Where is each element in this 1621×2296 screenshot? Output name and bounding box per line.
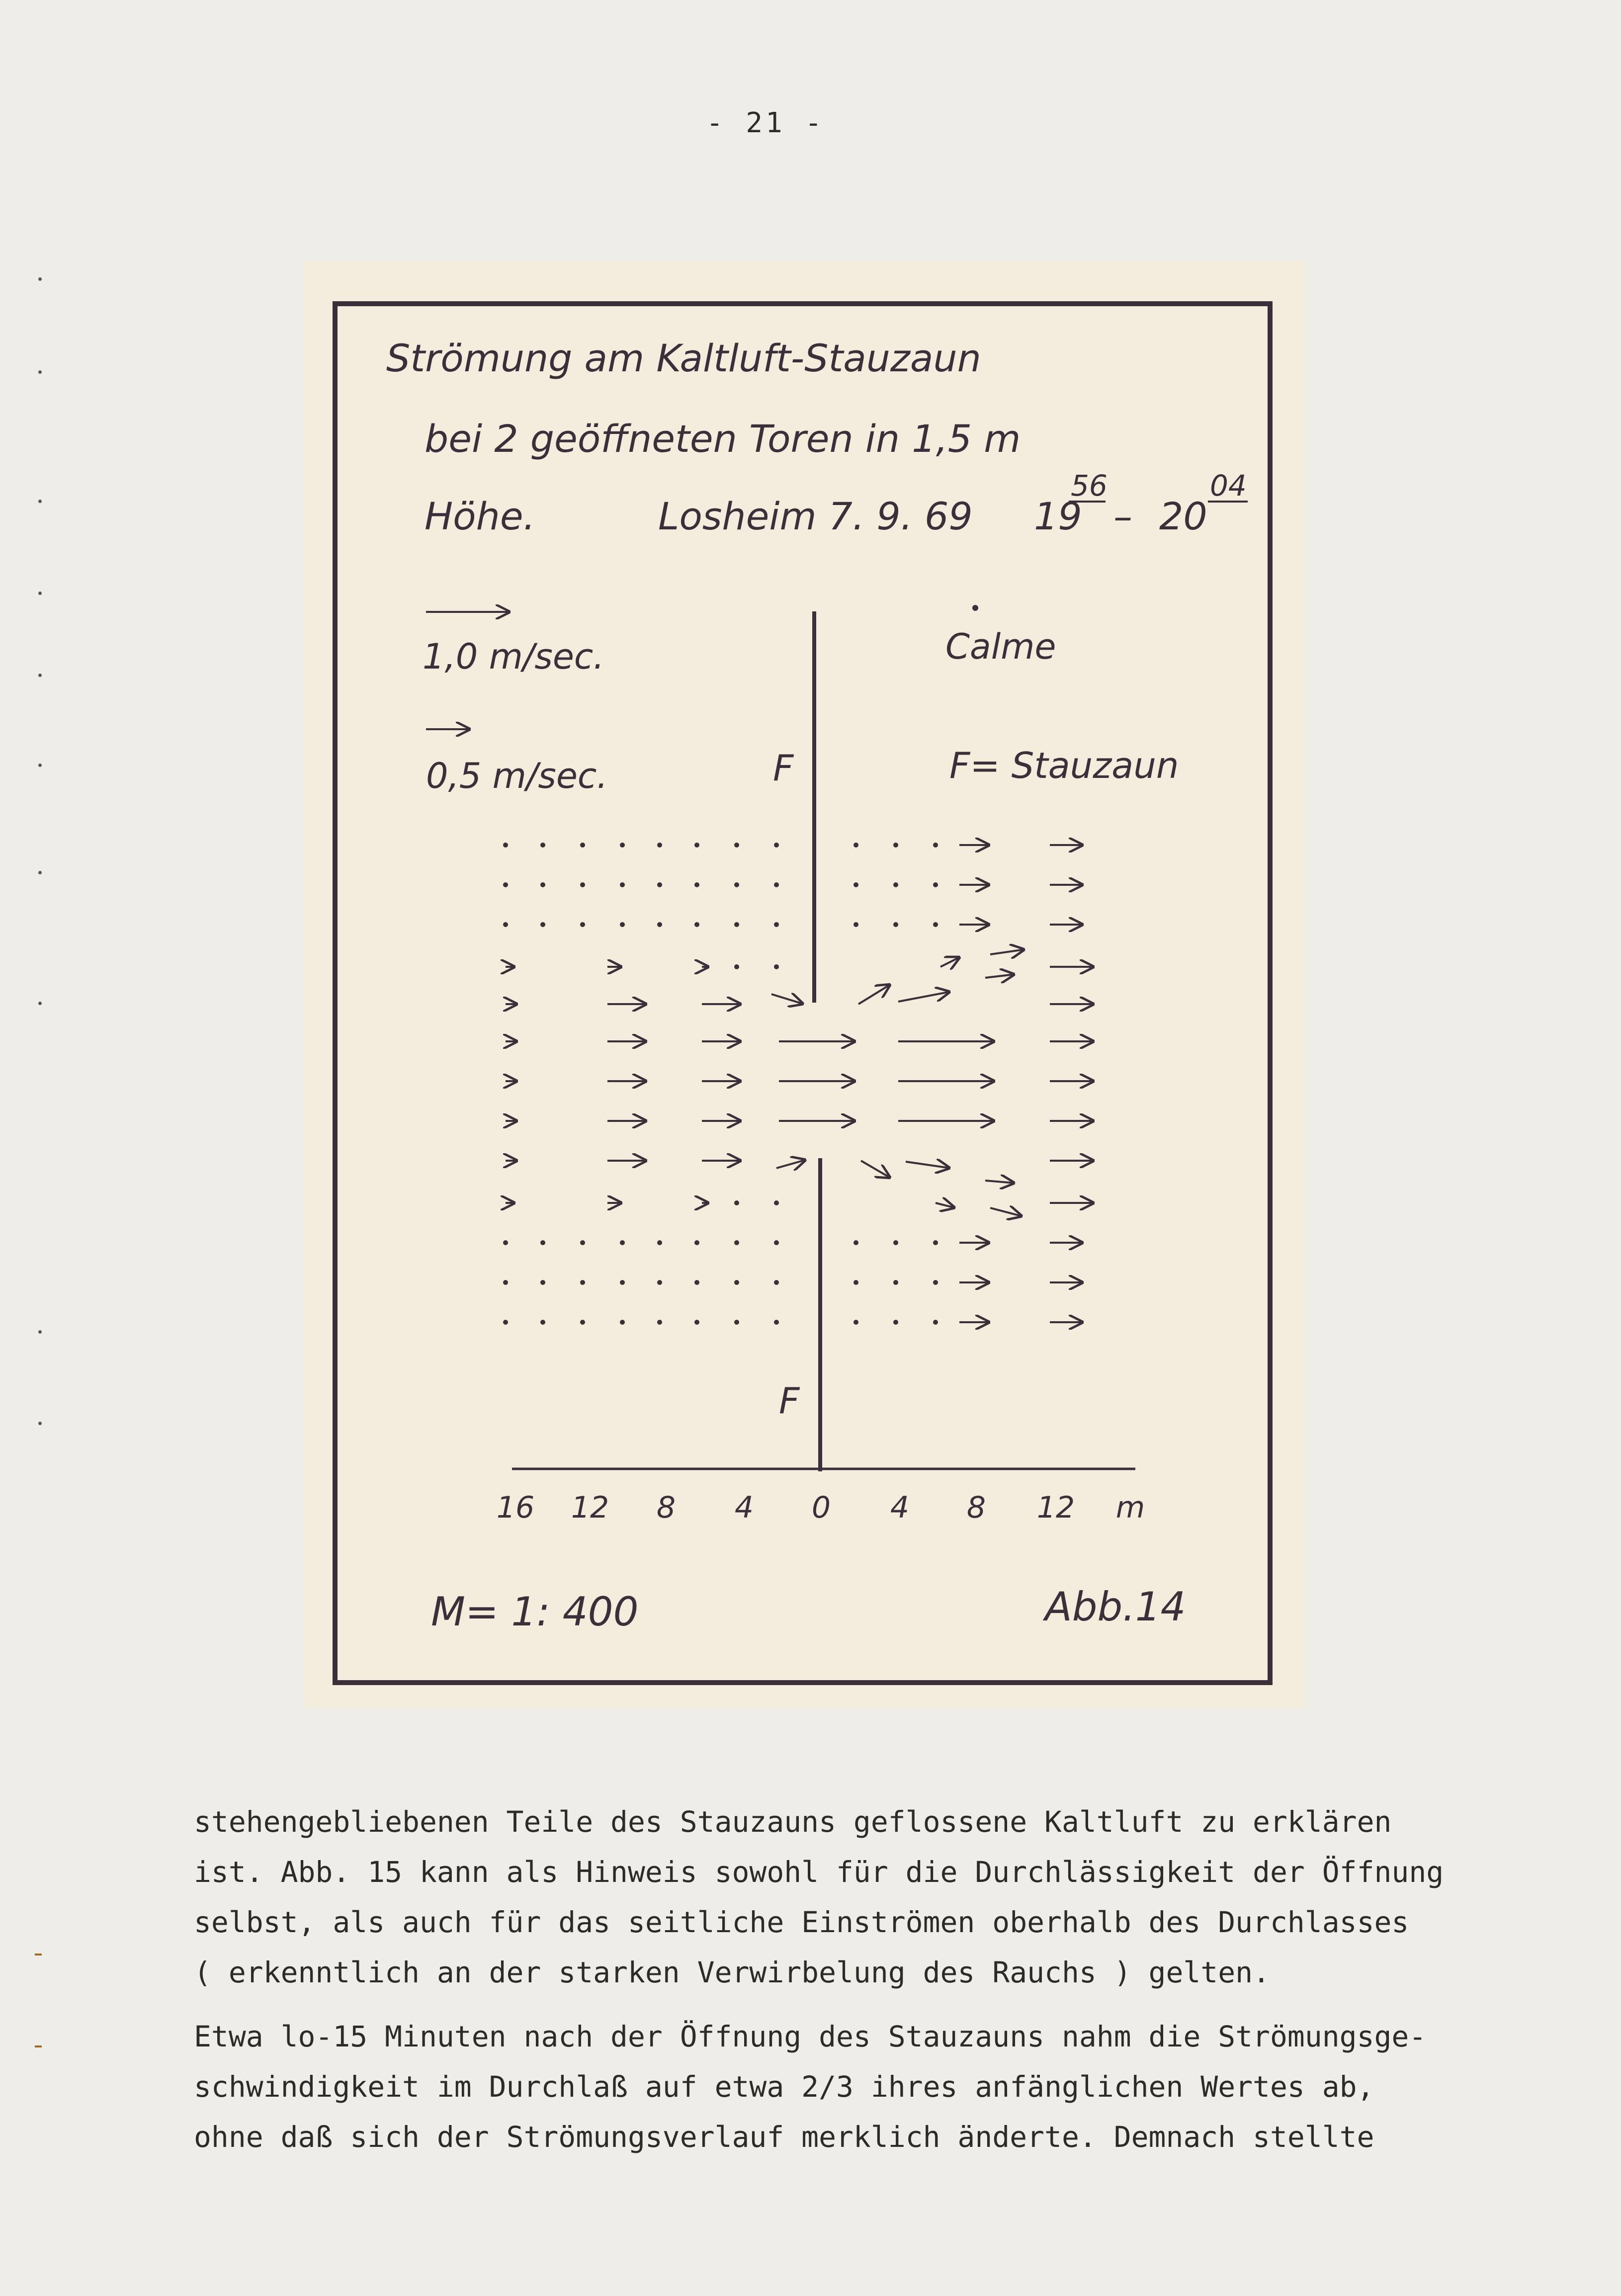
- calm-dot: [774, 1280, 779, 1285]
- calm-dot: [694, 1320, 699, 1325]
- calm-dot: [774, 1320, 779, 1325]
- calm-dot: [734, 843, 739, 848]
- calm-dot: [540, 882, 545, 887]
- calm-dot: [774, 922, 779, 927]
- wind-arrow: [776, 1160, 806, 1168]
- calm-dot: [893, 1320, 898, 1325]
- calm-dot: [734, 1280, 739, 1285]
- calm-dot: [933, 1240, 938, 1245]
- axis-tick-label: 12: [1036, 1490, 1075, 1525]
- calm-dot: [694, 1240, 699, 1245]
- calm-dot: [580, 843, 585, 848]
- calm-dot: [657, 922, 662, 927]
- calm-dot: [694, 843, 699, 848]
- figure-time-end-sup: 04: [1210, 469, 1247, 503]
- calm-dot: [774, 964, 779, 969]
- calm-dot: [540, 1320, 545, 1325]
- calm-dot: [503, 1240, 508, 1245]
- margin-mark: [38, 370, 42, 374]
- calm-dot: [620, 1320, 625, 1325]
- margin-mark: [38, 764, 42, 767]
- legend-fast-label: 1,0 m/sec.: [423, 636, 604, 677]
- wind-arrow: [940, 957, 960, 967]
- wind-arrow: [990, 1208, 1023, 1216]
- axis-tick-label: 4: [734, 1490, 754, 1525]
- calm-dot: [734, 882, 739, 887]
- calm-dot: [657, 1280, 662, 1285]
- margin-mark: [35, 2045, 42, 2047]
- margin-mark: [38, 871, 42, 874]
- calm-dot: [503, 1320, 508, 1325]
- calm-dot: [853, 1240, 858, 1245]
- calm-dot: [853, 922, 858, 927]
- calm-dot: [734, 922, 739, 927]
- wind-arrow: [771, 994, 804, 1004]
- legend-slow-label: 0,5 m/sec.: [426, 756, 608, 796]
- margin-mark: [38, 500, 42, 503]
- wind-arrow: [906, 1162, 950, 1168]
- margin-mark: [35, 1954, 42, 1956]
- margin-mark: [38, 592, 42, 595]
- calm-dot: [933, 843, 938, 848]
- calm-dot: [853, 882, 858, 887]
- figure-time-start-sup: 56: [1071, 469, 1108, 503]
- calm-dot: [540, 843, 545, 848]
- margin-mark: [38, 1422, 42, 1425]
- scale-label: M= 1: 400: [431, 1589, 639, 1635]
- body-line: ist. Abb. 15 kann als Hinweis sowohl für die Durchlässigkeit der Öffnung: [194, 1855, 1444, 1889]
- wind-arrow: [990, 949, 1025, 954]
- calm-dot: [734, 1200, 739, 1205]
- figure-photo: [304, 261, 1305, 1707]
- body-line: ohne daß sich der Strömungsverlauf merklich änderte. Demnach stellte: [194, 2120, 1374, 2154]
- calm-dot: [540, 922, 545, 927]
- figure-time-start: 19: [1034, 494, 1082, 538]
- axis-tick-label: 16: [496, 1490, 535, 1525]
- calm-dot: [853, 1320, 858, 1325]
- figure-number-label: Abb.14: [1045, 1584, 1186, 1630]
- calm-dot: [933, 882, 938, 887]
- wind-arrow: [985, 1181, 1015, 1183]
- margin-mark: [38, 674, 42, 677]
- axis-tick-label: 12: [571, 1490, 609, 1525]
- calm-dot: [620, 1280, 625, 1285]
- calm-dot: [503, 882, 508, 887]
- calm-dot: [893, 922, 898, 927]
- calm-dot: [657, 1320, 662, 1325]
- axis-tick-label: 0: [811, 1490, 831, 1525]
- calm-dot: [540, 1280, 545, 1285]
- paragraph-gap: [194, 1998, 1506, 2012]
- margin-mark: [38, 1330, 42, 1334]
- body-text: [194, 1797, 1506, 2162]
- calm-dot: [893, 843, 898, 848]
- calm-dot: [774, 1240, 779, 1245]
- calm-dot: [893, 882, 898, 887]
- calm-dot: [933, 1280, 938, 1285]
- fence-label-lower: F: [779, 1380, 800, 1422]
- body-line: ( erkenntlich an der starken Verwirbelung des Rauchs ) gelten.: [194, 1956, 1270, 1989]
- wind-arrow: [898, 992, 950, 1002]
- legend-calm-dot: [972, 605, 978, 611]
- calm-dot: [657, 882, 662, 887]
- calm-dot: [503, 843, 508, 848]
- axis-tick-label: 4: [890, 1490, 910, 1525]
- wind-arrow: [936, 1203, 955, 1208]
- margin-mark: [38, 277, 42, 281]
- calm-dot: [503, 1280, 508, 1285]
- body-line: selbst, als auch für das seitliche Einströmen oberhalb des Durchlasses: [194, 1905, 1409, 1939]
- calm-dot: [580, 882, 585, 887]
- calm-dot: [694, 882, 699, 887]
- wind-arrow: [861, 1161, 891, 1178]
- calm-dot: [694, 922, 699, 927]
- calm-dot: [620, 922, 625, 927]
- calm-dot: [933, 922, 938, 927]
- body-line: schwindigkeit im Durchlaß auf etwa 2/3 ihres anfänglichen Wertes ab,: [194, 2070, 1374, 2104]
- calm-dot: [734, 1240, 739, 1245]
- calm-dot: [893, 1240, 898, 1245]
- calm-dot: [893, 1280, 898, 1285]
- figure-location-date: Losheim 7. 9. 69: [658, 494, 973, 538]
- body-line: stehengebliebenen Teile des Stauzauns geflossene Kaltluft zu erklären: [194, 1805, 1392, 1839]
- legend-fence-definition: F= Stauzaun: [949, 745, 1179, 786]
- calm-dot: [580, 1320, 585, 1325]
- calm-dot: [540, 1240, 545, 1245]
- calm-dot: [774, 882, 779, 887]
- axis-tick-label: 8: [966, 1490, 986, 1525]
- calm-dot: [620, 1240, 625, 1245]
- body-line: Etwa lo-15 Minuten nach der Öffnung des Stauzauns nahm die Strömungsge-: [194, 2020, 1427, 2053]
- calm-dot: [657, 843, 662, 848]
- figure-time-end: 20: [1159, 494, 1207, 538]
- calm-dot: [620, 843, 625, 848]
- calm-dot: [657, 1240, 662, 1245]
- calm-dot: [694, 1280, 699, 1285]
- legend-calm-label: Calme: [945, 626, 1056, 667]
- calm-dot: [734, 964, 739, 969]
- flow-diagram: [304, 261, 1305, 1707]
- calm-dot: [580, 1240, 585, 1245]
- calm-dot: [580, 1280, 585, 1285]
- figure-title-hoehe: Höhe.: [425, 494, 535, 538]
- calm-dot: [774, 1200, 779, 1205]
- figure-title-line1: Strömung am Kaltluft-Stauzaun: [386, 336, 981, 380]
- calm-dot: [933, 1320, 938, 1325]
- calm-dot: [580, 922, 585, 927]
- wind-arrow: [858, 984, 891, 1004]
- figure-title-line2: bei 2 geöffneten Toren in 1,5 m: [425, 417, 1021, 461]
- calm-dot: [774, 843, 779, 848]
- calm-dot: [734, 1320, 739, 1325]
- calm-dot: [853, 843, 858, 848]
- calm-dot: [620, 882, 625, 887]
- fence-label-upper: F: [773, 747, 794, 789]
- page-number: - 21 -: [706, 107, 825, 139]
- axis-unit: m: [1115, 1490, 1145, 1525]
- wind-arrow: [985, 974, 1015, 978]
- calm-dot: [853, 1280, 858, 1285]
- axis-tick-label: 8: [656, 1490, 676, 1525]
- calm-dot: [503, 922, 508, 927]
- figure-time-dash: –: [1113, 494, 1132, 538]
- margin-mark: [38, 1002, 42, 1005]
